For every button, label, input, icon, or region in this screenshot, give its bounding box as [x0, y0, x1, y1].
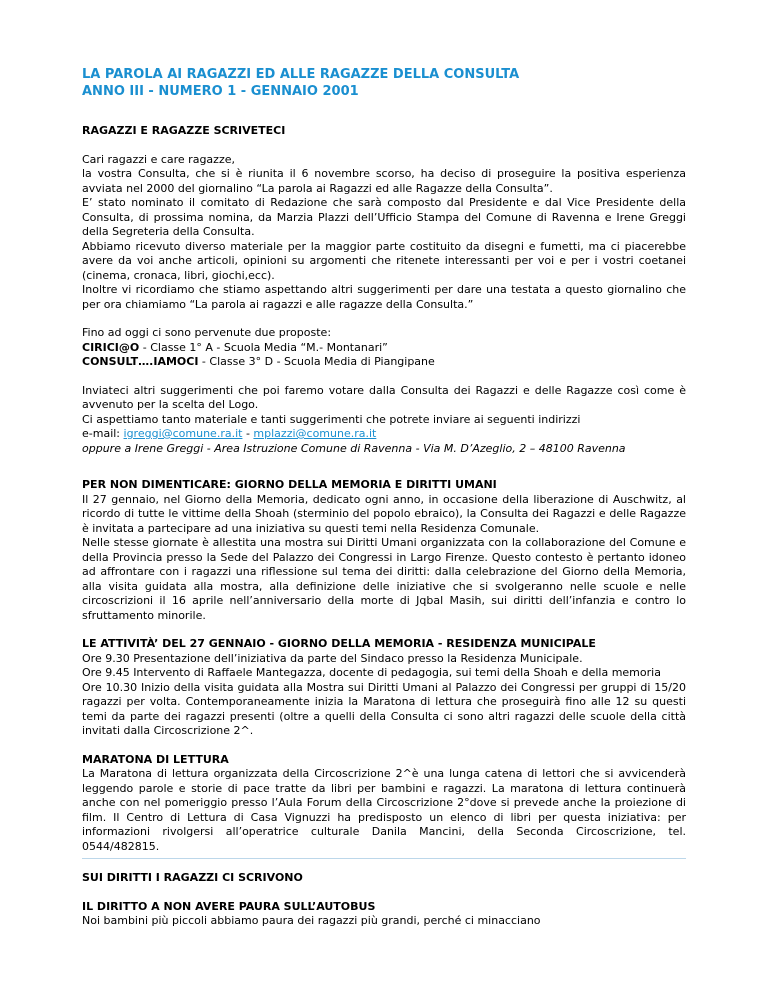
- section-heading-activities: LE ATTIVITÀ’ DEL 27 GENNAIO - GIORNO DELLA MEMORIA - RESIDENZA MUNICIPALE: [82, 637, 596, 650]
- email-line: [82, 427, 686, 442]
- section-divider: [82, 858, 686, 859]
- proposal-1: [82, 341, 686, 356]
- email-link-mplazzi[interactable]: mplazzi@comune.ra.it: [253, 427, 377, 440]
- newsletter-issue: ANNO III - NUMERO 1 - GENNAIO 2001: [82, 84, 359, 99]
- schedule-item: Ore 9.45 Intervento di Raffaele Mantegazza, docente di pedagogia, sui temi della Shoah e della memoria: [82, 666, 661, 679]
- paragraph: la vostra Consulta, che si è riunita il 6 novembre scorso, ha deciso di proseguire la positiva esperienza avviata nel 2000 del giornalino “La parola ai Ragazzi ed alle Ragazze della Consulta”.: [82, 167, 686, 195]
- paragraph: Inoltre vi ricordiamo che stiamo aspettando altri suggerimenti per dare una testata a questo giornalino che per ora chiamiamo “La parola ai ragazzi e alle ragazze della Consulta.”: [82, 283, 686, 311]
- paragraph: Nelle stesse giornate è allestita una mostra sui Diritti Umani organizzata con la collaborazione del Comune e della Provincia presso la Sede del Palazzo dei Congressi in Largo Firenze. Questo contesto è pertanto idoneo ad affrontare con i ragazzi una riflessione sul tema dei diritti: dalla celebrazione del Giorno della Memoria, alla visita guidata alla mostra, alla definizione delle iniziative che si svolgeranno nelle scuole e nelle circoscrizioni il 16 aprile nell’anniversario della morte di Jqbal Masih, sui diritti dell’infanzia e contro lo sfruttamento minorile.: [82, 536, 686, 622]
- proposal-2-class: - Classe 3° D - Scuola Media di Piangipane: [198, 355, 435, 368]
- proposal-1-class: - Classe 1° A - Scuola Media “M.- Montanari”: [139, 340, 388, 354]
- schedule-item: Ore 9.30 Presentazione dell’iniziativa da parte del Sindaco presso la Residenza Municipale.: [82, 651, 583, 665]
- email-label: e-mail:: [82, 427, 124, 440]
- paragraph: Il 27 gennaio, nel Giorno della Memoria, dedicato ogni anno, in occasione della liberazione di Auschwitz, al ricordo di tutte le vittime della Shoah (sterminio del popolo ebraico), la Consulta dei Ragazzi e delle Ragazze è invitata a partecipare ad una iniziativa su questi temi nella Residenza Comunale.: [82, 492, 686, 535]
- newsletter-title: LA PAROLA AI RAGAZZI ED ALLE RAGAZZE DELLA CONSULTA: [82, 67, 520, 82]
- paragraph: Fino ad oggi ci sono pervenute due proposte:: [82, 326, 332, 339]
- section-heading-bus: IL DIRITTO A NON AVERE PAURA SULL’AUTOBUS: [82, 899, 376, 913]
- paragraph: Noi bambini più piccoli abbiamo paura dei ragazzi più grandi, perché ci minacciano: [82, 914, 541, 927]
- email-separator: -: [242, 427, 254, 440]
- paragraph: Abbiamo ricevuto diverso materiale per la maggior parte costituito da disegni e fumetti, ma ci piacerebbe avere da voi anche articoli, opinioni su argomenti che ritenete interessanti per voi e per i vostri coetanei (cinema, cronaca, libri, giochi,ecc).: [82, 239, 686, 282]
- section-heading-rights: SUI DIRITTI I RAGAZZI CI SCRIVONO: [82, 871, 303, 884]
- schedule-item: Ore 10.30 Inizio della visita guidata alla Mostra sui Diritti Umani al Palazzo dei Congressi per gruppi di 15/20 ragazzi per volta. Contemporaneamente inizia la Maratona di lettura che proseguirà fino alle 12 su questi temi da parte dei ragazzi presenti (oltre a quelli della Consulta ci sono altri ragazzi delle scuole della città invitati dalla Circoscrizione 2^.: [82, 680, 686, 737]
- paragraph: Inviateci altri suggerimenti che poi faremo votare dalla Consulta dei Ragazzi e delle Ragazze così come è avvenuto per la scelta del Logo.: [82, 383, 686, 411]
- paragraph: E’ stato nominato il comitato di Redazione che sarà composto dal Presidente e dal Vice Presidente della Consulta, di prossima nomina, da Marzia Plazzi dell’Ufficio Stampa del Comune di Ravenna e Irene Greggi della Segreteria della Consulta.: [82, 196, 686, 238]
- proposal-2: [82, 355, 686, 370]
- document-column: [82, 66, 686, 929]
- proposal-1-name: CIRICI@O: [82, 340, 140, 354]
- proposal-2-name: CONSULT….IAMOCI: [82, 355, 199, 368]
- paragraph: Ci aspettiamo tanto materiale e tanti suggerimenti che potrete inviare ai seguenti indirizzi: [82, 412, 581, 426]
- email-link-igreggi[interactable]: igreggi@comune.ra.it: [123, 427, 243, 440]
- section-heading-reading-marathon: MARATONA DI LETTURA: [82, 752, 229, 766]
- paragraph: La Maratona di lettura organizzata della Circoscrizione 2^è una lunga catena di lettori che si avvicenderà leggendo parole e storie di pace tratte da libri per bambini e ragazzi. La maratona di lettura continuerà anche con nel pomeriggio presso l’Aula Forum della Circoscrizione 2°dove si prevede anche la proiezione di film. Il Centro di Lettura di Casa Vignuzzi ha predisposto un elenco di libri per questa iniziativa: per informazioni rivolgersi all’operatrice culturale Danila Mancini, della Seconda Circoscrizione, tel. 0544/482815.: [82, 767, 686, 853]
- section-heading-write-to-us: RAGAZZI E RAGAZZE SCRIVETECI: [82, 124, 286, 137]
- postal-address: oppure a Irene Greggi - Area Istruzione Comune di Ravenna - Via M. D’Azeglio, 2 – 48100 Ravenna: [82, 441, 626, 455]
- greeting: Cari ragazzi e care ragazze,: [82, 152, 235, 166]
- section-heading-memory-day: PER NON DIMENTICARE: GIORNO DELLA MEMORIA E DIRITTI UMANI: [82, 478, 497, 491]
